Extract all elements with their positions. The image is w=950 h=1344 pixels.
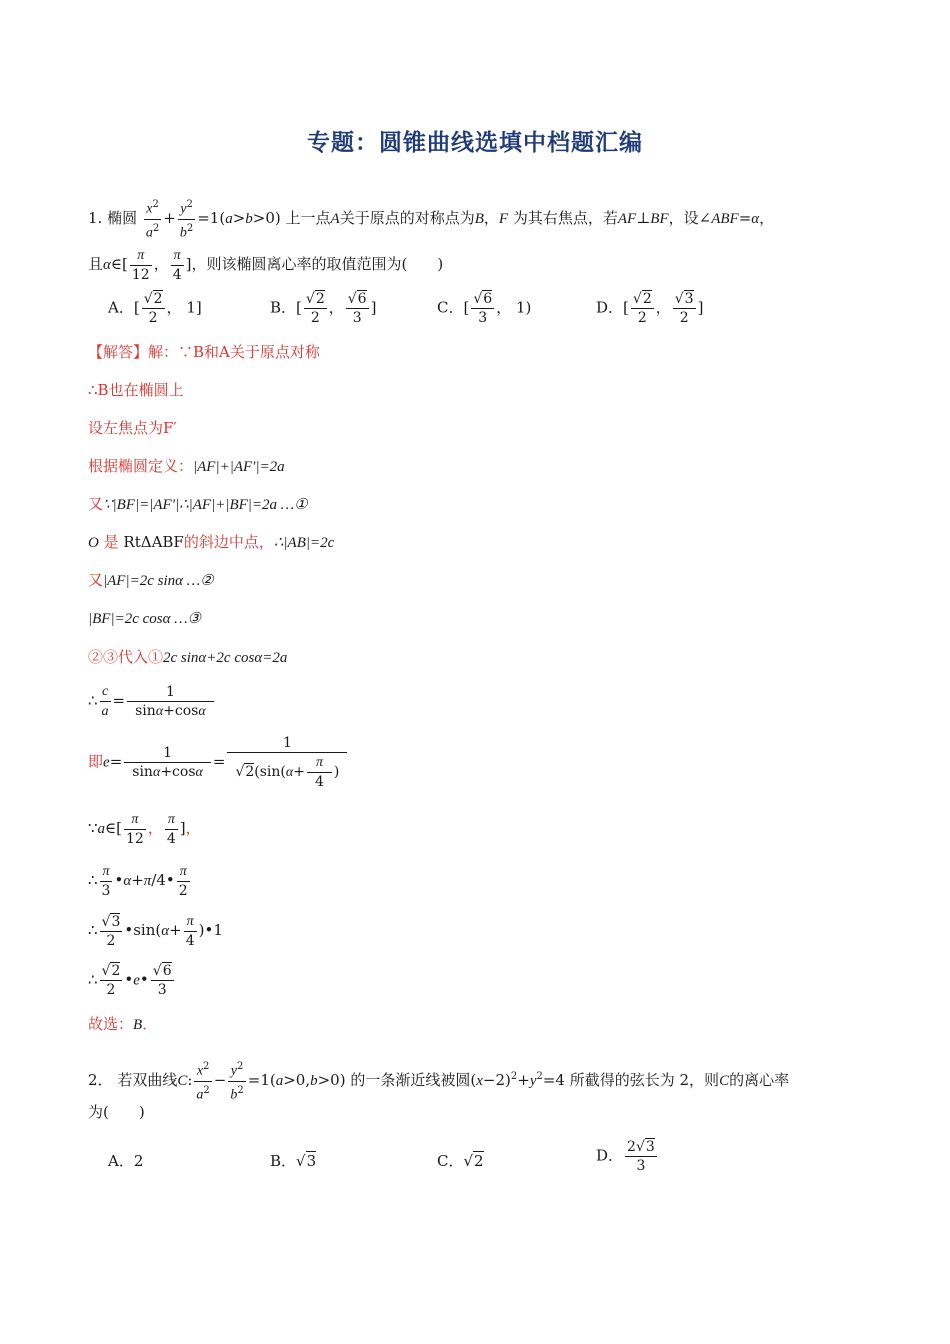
solution-line-1: 【解答】解：∵B和A关于原点对称 (88, 343, 320, 361)
q2-stem-line2: 为( ) (88, 1103, 145, 1121)
solution-line-10: ∴ $\frac{c}{a}$ = $\frac{1}{\sin\alpha+\cos\alpha}$ (88, 682, 216, 721)
solution-line-3: 设左焦点为F′ (88, 419, 177, 437)
solution-line-5: 又∵|BF|=|AF′|∴|AF|+|BF|=2a …① (88, 495, 308, 513)
solution-line-6: O 是 RtΔABF的斜边中点，∴|AB|=2c (88, 533, 335, 551)
q2-option-b[interactable]: B．√3 (270, 1152, 317, 1170)
page-title: 专题：圆锥曲线选填中档题汇编 (307, 130, 643, 156)
q1-stem-line1: 1. 椭圆 $\frac{x^2}{a^2}$ + $\frac{y^2}{b^2}$ =1(a>b>0) 上一点A关于原点的对称点为B，F 为其右焦点，若AF⊥BF，设∠ABF=α， (88, 196, 774, 242)
solution-line-2: ∴B也在椭圆上 (88, 381, 184, 399)
q1-option-b[interactable]: B．[ $\frac{√2}{2}$ ， $\frac{√6}{3}$ ] (270, 291, 377, 326)
solution-answer: 故选：B． (88, 1015, 158, 1033)
solution-line-4: 根据椭圆定义：|AF|+|AF′|=2a (88, 457, 285, 475)
solution-line-15: ∴ $\frac{√2}{2}$ •e• $\frac{√6}{3}$ (88, 963, 172, 998)
q2-stem-line1: 2． 若双曲线C: $\frac{x^2}{a^2}$ − $\frac{y^2}{b^2}$ =1(a>0,b>0) 的一条渐近线被圆$(x-2)^2+y^2=4$ 所截得的弦长为 2，则C的离心率 (88, 1058, 789, 1104)
solution-line-13: ∴ $\frac{\pi}{3}$ •α+π/4• $\frac{\pi}{2}$ (88, 864, 188, 899)
solution-line-7: 又|AF|=2c sinα …② (88, 571, 214, 589)
y2-over-b2: $\frac{y^2}{b^2}$ (178, 196, 195, 242)
solution-line-12: ∵a∈[ $\frac{\pi}{12}$ ， $\frac{\pi}{4}$ ]， (88, 812, 201, 847)
q1-option-a[interactable]: A．[ $\frac{√2}{2}$ ， 1] (108, 291, 202, 326)
q1-stem-line2: 且α∈[ $\frac{\pi}{12}$ ， $\frac{\pi}{4}$ ]，则该椭圆离心率的取值范围为( ) (88, 248, 444, 283)
solution-line-14: ∴ $\frac{√3}{2}$ •sin(α+ $\frac{\pi}{4}$ )•1 (88, 913, 223, 949)
q2-option-d[interactable]: D． $\frac{2√3}{3}$ (596, 1139, 655, 1174)
q1-option-d[interactable]: D．[ $\frac{√2}{2}$ ， $\frac{√3}{2}$ ] (596, 291, 704, 326)
x2-over-a2: $\frac{x^2}{a^2}$ (144, 196, 161, 242)
solution-line-11: 即e= $\frac{1}{\sin\alpha+\cos\alpha}$ = 1 √2(sin(α+ $\frac{\pi}{4}$ ) (88, 734, 349, 791)
q2-option-a[interactable]: A．2 (108, 1152, 144, 1170)
q2-option-c[interactable]: C．√2 (437, 1152, 484, 1170)
q1-option-c[interactable]: C．[ $\frac{√6}{3}$ ， 1) (437, 291, 532, 326)
solution-line-8: |BF|=2c cosα …③ (88, 611, 202, 627)
solution-line-9: ②③代入①2c sinα+2c cosα=2a (88, 648, 288, 666)
